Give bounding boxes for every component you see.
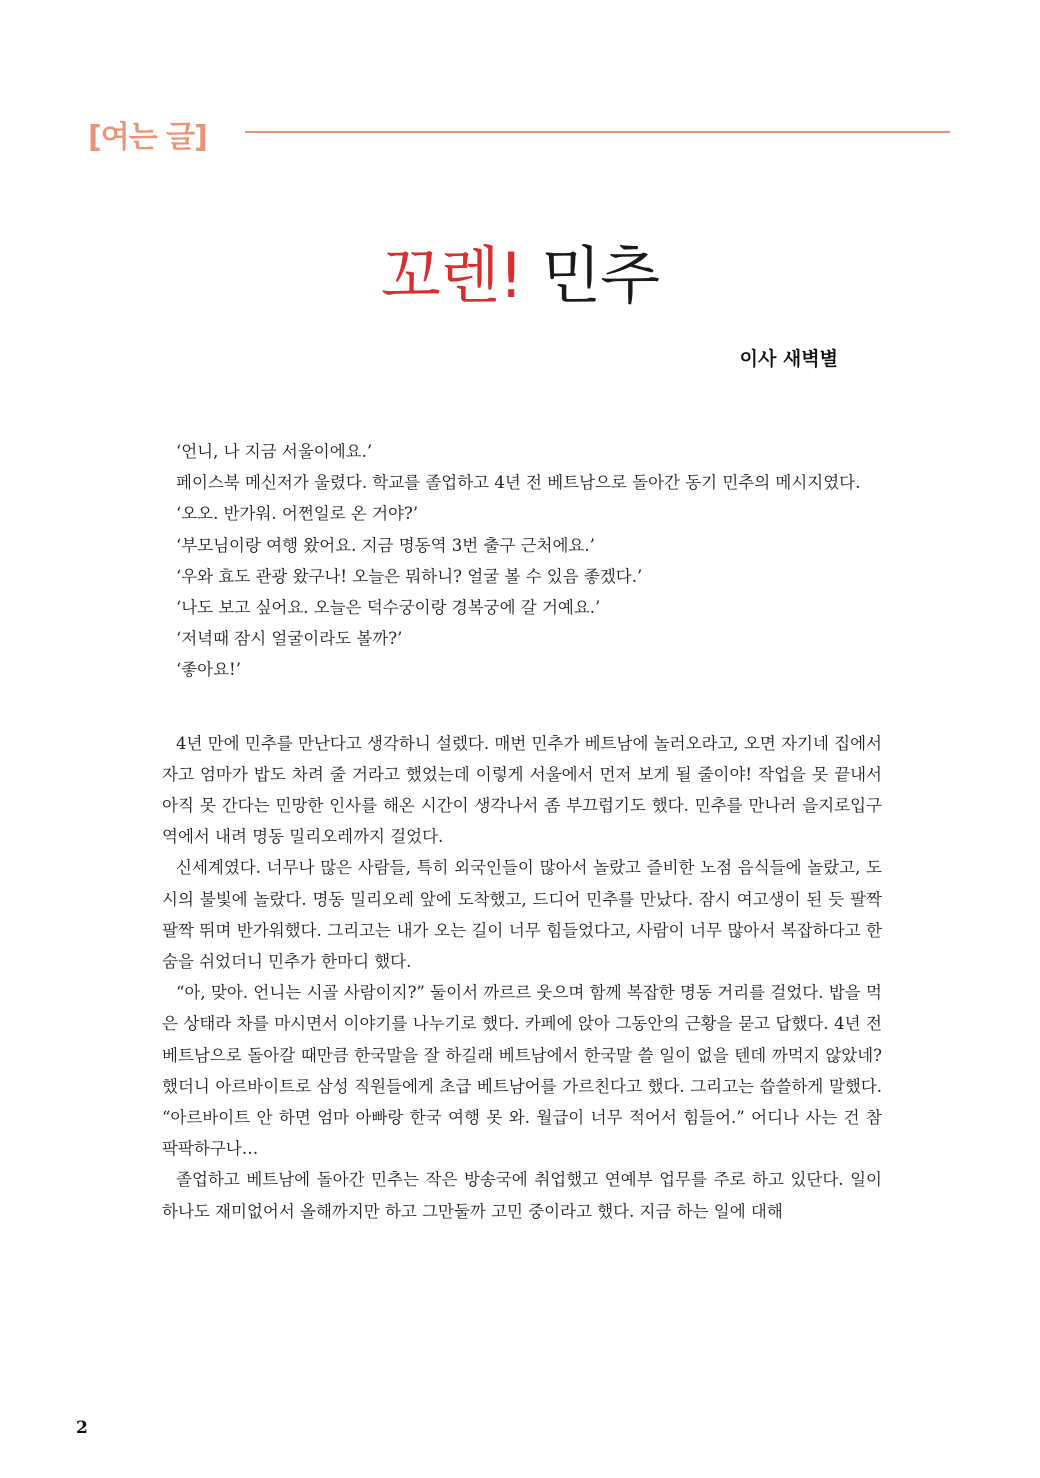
paragraph-gap [162,686,882,728]
page-number: 2 [76,1418,88,1438]
article-title [0,226,1040,315]
body-paragraph: 4년 만에 민추를 만난다고 생각하니 설렜다. 매번 민추가 베트남에 놀러오라고, 오면 자기네 집에서 자고 엄마가 밥도 차려 줄 거라고 했었는데 이렇게 서울에서 먼저 보게 될 줄이야! 작업을 못 끝내서 아직 못 간다는 민망한 인사를 해온 시간이 생각나서 좀 부끄럽기도 했다. 민추를 만나러 을지로입구역에서 내려 명동 밀리오레까지 걸었다. [162,733,882,847]
body-paragraph: 신세계였다. 너무나 많은 사람들, 특히 외국인들이 많아서 놀랐고 즐비한 노점 음식들에 놀랐고, 도시의 불빛에 놀랐다. 명동 밀리오레 앞에 도착했고, 드디어 민추를 만났다. 잠시 여고생이 된 듯 팔짝팔짝 뛰며 반가워했다. 그리고는 내가 오는 길이 너무 힘들었다고, 사람이 너무 많아서 복잡하다고 한숨을 쉬었더니 민추가 한마디 했다. [162,858,882,972]
dialogue-line: ‘언니, 나 지금 서울이에요.’ [176,442,373,461]
body-paragraph: 졸업하고 베트남에 돌아간 민추는 작은 방송국에 취업했고 연예부 업무를 주로 하고 있단다. 일이 하나도 재미없어서 올해까지만 하고 그만둘까 고민 중이라고 했다. 지금 하는 일에 대해 [162,1170,882,1221]
dialogue-line: ‘좋아요!’ [176,660,241,680]
dialogue-line: ‘오오. 반가워. 어쩐일로 온 거야?’ [176,504,419,524]
author-byline: 이사 새벽별 [739,348,838,370]
dialogue-line: ‘저녁때 잠시 얼굴이라도 볼까?’ [176,629,403,649]
narration-paragraph: 페이스북 메신저가 울렸다. 학교를 졸업하고 4년 전 베트남으로 돌아간 동기 민추의 메시지였다. [176,473,861,493]
title-main: 민추 [522,239,660,312]
dialogue-line: ‘부모님이랑 여행 왔어요. 지금 명동역 3번 출구 근처에요.’ [176,535,595,555]
title-accent: 꼬렌! [380,239,523,312]
dialogue-line: ‘나도 보고 싶어요. 오늘은 덕수궁이랑 경복궁에 갈 거예요.’ [176,598,601,618]
dialogue-line: ‘우와 효도 관광 왔구나! 오늘은 뭐하니? 얼굴 볼 수 있음 좋겠다.’ [176,566,643,586]
section-label: [여는 글] [88,120,207,155]
section-divider [245,131,950,133]
body-paragraph: “아, 맞아. 언니는 시골 사람이지?” 둘이서 까르르 웃으며 함께 복잡한 명동 거리를 걸었다. 밥을 먹은 상태라 차를 마시면서 이야기를 나누기로 했다. 카페에 앉아 그동안의 근황을 묻고 답했다. 4년 전 베트남으로 돌아갈 때만큼 한국말을 잘 하길래 베트남에서 한국말 쓸 일이 없을 텐데 까먹지 않았네? 했더니 아르바이트로 삼성 직원들에게 초급 베트남어를 가르친다고 했다. 그리고는 씁쓸하게 말했다. “아르바이트 안 하면 엄마 아빠랑 한국 여행 못 와. 월급이 너무 적어서 힘들어.” 어디나 사는 건 참 팍팍하구나… [162,983,882,1159]
article-body [162,436,882,1227]
